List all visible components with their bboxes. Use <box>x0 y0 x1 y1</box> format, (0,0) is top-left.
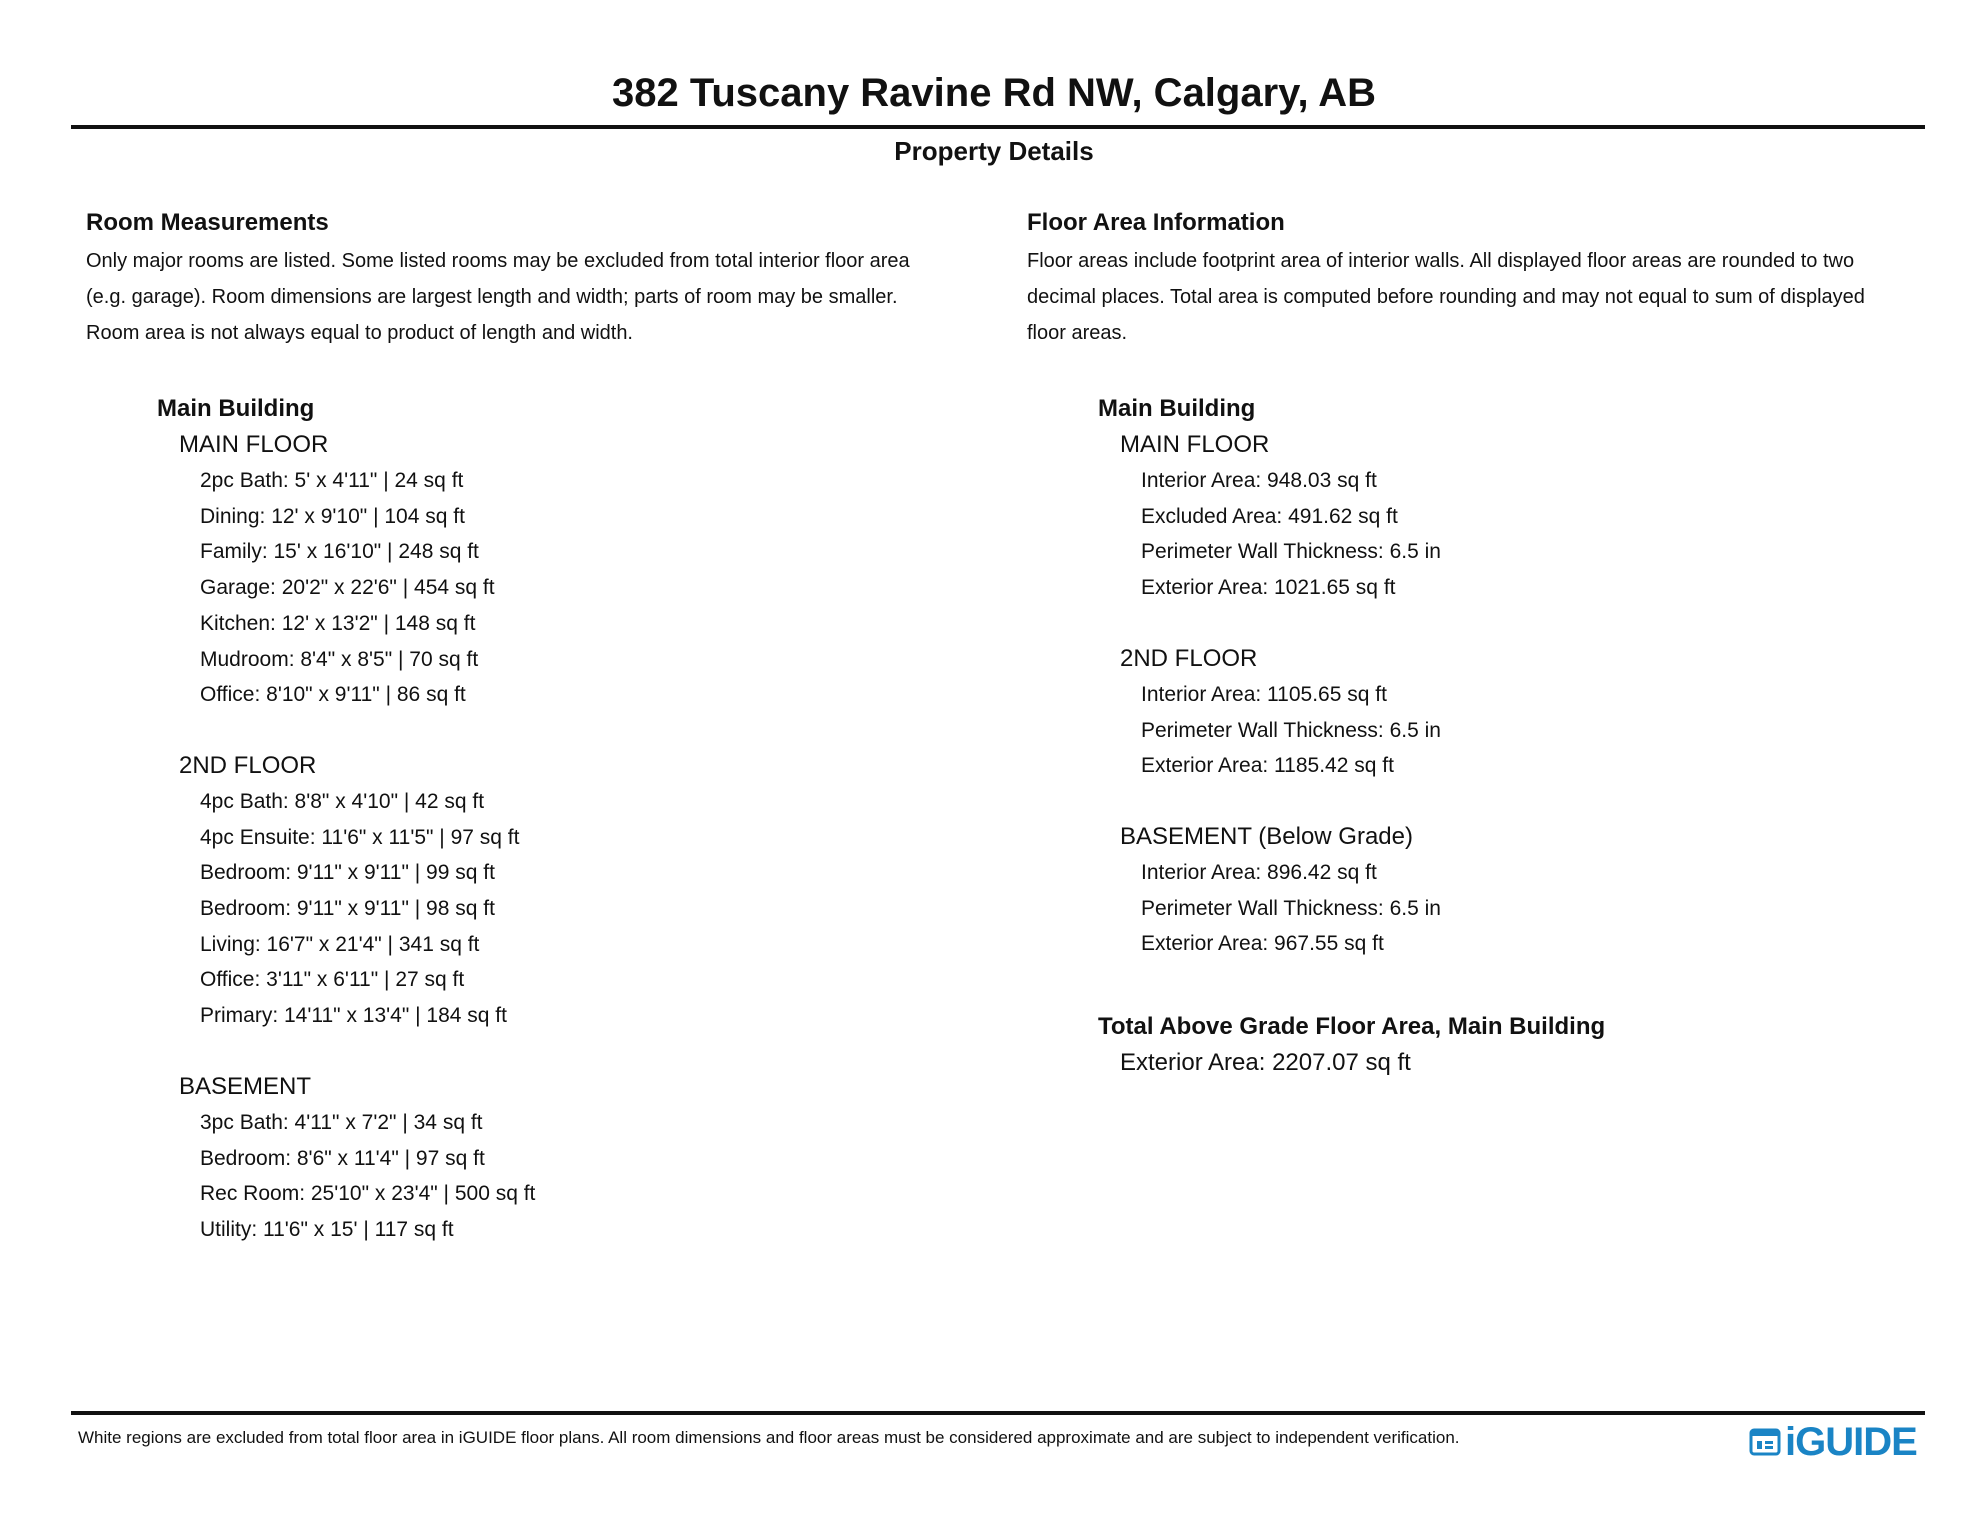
room-item: Kitchen: 12' x 13'2" | 148 sq ft <box>200 611 476 635</box>
second-floor-areas <box>1027 641 1947 784</box>
room-item: Family: 15' x 16'10" | 248 sq ft <box>200 540 479 564</box>
area-item: Perimeter Wall Thickness: 6.5 in <box>1141 540 1441 564</box>
description-line: (e.g. garage). Room dimensions are largest length and width; parts of room may be smaller. <box>86 286 898 308</box>
floor-label: 2ND FLOOR <box>1120 644 1258 672</box>
area-item: Excluded Area: 491.62 sq ft <box>1141 504 1398 528</box>
floor-label: 2ND FLOOR <box>179 751 317 779</box>
description-line: floor areas. <box>1027 322 1128 344</box>
room-item: Rec Room: 25'10" x 23'4" | 500 sq ft <box>200 1182 536 1206</box>
floor-area-section <box>1027 203 1947 1081</box>
area-item: Perimeter Wall Thickness: 6.5 in <box>1141 896 1441 920</box>
building-heading: Main Building <box>1098 395 1256 422</box>
room-item: 4pc Ensuite: 11'6" x 11'5" | 97 sq ft <box>200 825 520 849</box>
second-floor-rooms <box>86 748 986 1034</box>
area-item: Exterior Area: 1021.65 sq ft <box>1141 576 1396 600</box>
room-item: Living: 16'7" x 21'4" | 341 sq ft <box>200 932 480 956</box>
basement-rooms <box>86 1069 986 1248</box>
description-line: decimal places. Total area is computed before rounding and may not equal to sum of displayed <box>1027 286 1865 308</box>
room-measurements-description <box>86 243 986 351</box>
floor-label: BASEMENT <box>179 1072 312 1100</box>
description-line: Only major rooms are listed. Some listed rooms may be excluded from total interior floor area <box>86 250 910 272</box>
area-item: Interior Area: 896.42 sq ft <box>1141 860 1377 884</box>
floor-label: MAIN FLOOR <box>1120 431 1270 458</box>
floor-area-heading: Floor Area Information <box>1027 209 1285 236</box>
room-item: Office: 3'11" x 6'11" | 27 sq ft <box>200 968 465 992</box>
room-item: Bedroom: 8'6" x 11'4" | 97 sq ft <box>200 1146 485 1170</box>
total-area-heading: Total Above Grade Floor Area, Main Building <box>1098 1013 1606 1041</box>
room-item: Mudroom: 8'4" x 8'5" | 70 sq ft <box>200 647 479 671</box>
page-subtitle: Property Details <box>894 136 1094 166</box>
room-item: Garage: 20'2" x 22'6" | 454 sq ft <box>200 576 495 600</box>
room-measurements-heading: Room Measurements <box>86 209 329 236</box>
room-item: Bedroom: 9'11" x 9'11" | 99 sq ft <box>200 861 495 885</box>
description-line: Floor areas include footprint area of interior walls. All displayed floor areas are rounded to two <box>1027 250 1855 272</box>
room-item: 2pc Bath: 5' x 4'11" | 24 sq ft <box>200 469 464 492</box>
iguide-logo <box>1749 1420 1917 1464</box>
room-item: Utility: 11'6" x 15' | 117 sq ft <box>200 1217 454 1241</box>
room-item: 3pc Bath: 4'11" x 7'2" | 34 sq ft <box>200 1110 483 1134</box>
main-floor-areas <box>1027 427 1947 606</box>
room-item: Primary: 14'11" x 13'4" | 184 sq ft <box>200 1004 507 1028</box>
room-item: Bedroom: 9'11" x 9'11" | 98 sq ft <box>200 897 495 921</box>
room-item: Dining: 12' x 9'10" | 104 sq ft <box>200 504 465 528</box>
area-item: Interior Area: 1105.65 sq ft <box>1141 682 1387 706</box>
description-line: Room area is not always equal to product of length and width. <box>86 322 633 344</box>
footer-disclaimer: White regions are excluded from total floor area in iGUIDE floor plans. All room dimensions and floor areas must be considered approximate and are subject to independent verification. <box>78 1428 1460 1447</box>
building-heading: Main Building <box>157 395 315 422</box>
iguide-logo-text: iGUIDE <box>1785 1420 1917 1464</box>
header-divider <box>71 125 1925 129</box>
area-item: Exterior Area: 967.55 sq ft <box>1141 932 1384 956</box>
floor-label: BASEMENT (Below Grade) <box>1120 822 1413 850</box>
page-title: 382 Tuscany Ravine Rd NW, Calgary, AB <box>612 71 1376 115</box>
basement-areas <box>1027 819 1947 962</box>
footer-divider <box>71 1411 1925 1415</box>
floor-area-description <box>1027 243 1947 351</box>
room-item: Office: 8'10" x 9'11" | 86 sq ft <box>200 683 466 707</box>
area-item: Exterior Area: 1185.42 sq ft <box>1141 754 1394 778</box>
room-measurements-section <box>86 203 986 1283</box>
total-area-value: Exterior Area: 2207.07 sq ft <box>1120 1049 1411 1077</box>
iguide-logo-icon <box>1749 1426 1781 1458</box>
area-item: Perimeter Wall Thickness: 6.5 in <box>1141 718 1441 742</box>
floor-label: MAIN FLOOR <box>179 431 329 458</box>
room-item: 4pc Bath: 8'8" x 4'10" | 42 sq ft <box>200 789 485 813</box>
area-item: Interior Area: 948.03 sq ft <box>1141 469 1377 492</box>
main-floor-rooms <box>86 427 986 713</box>
